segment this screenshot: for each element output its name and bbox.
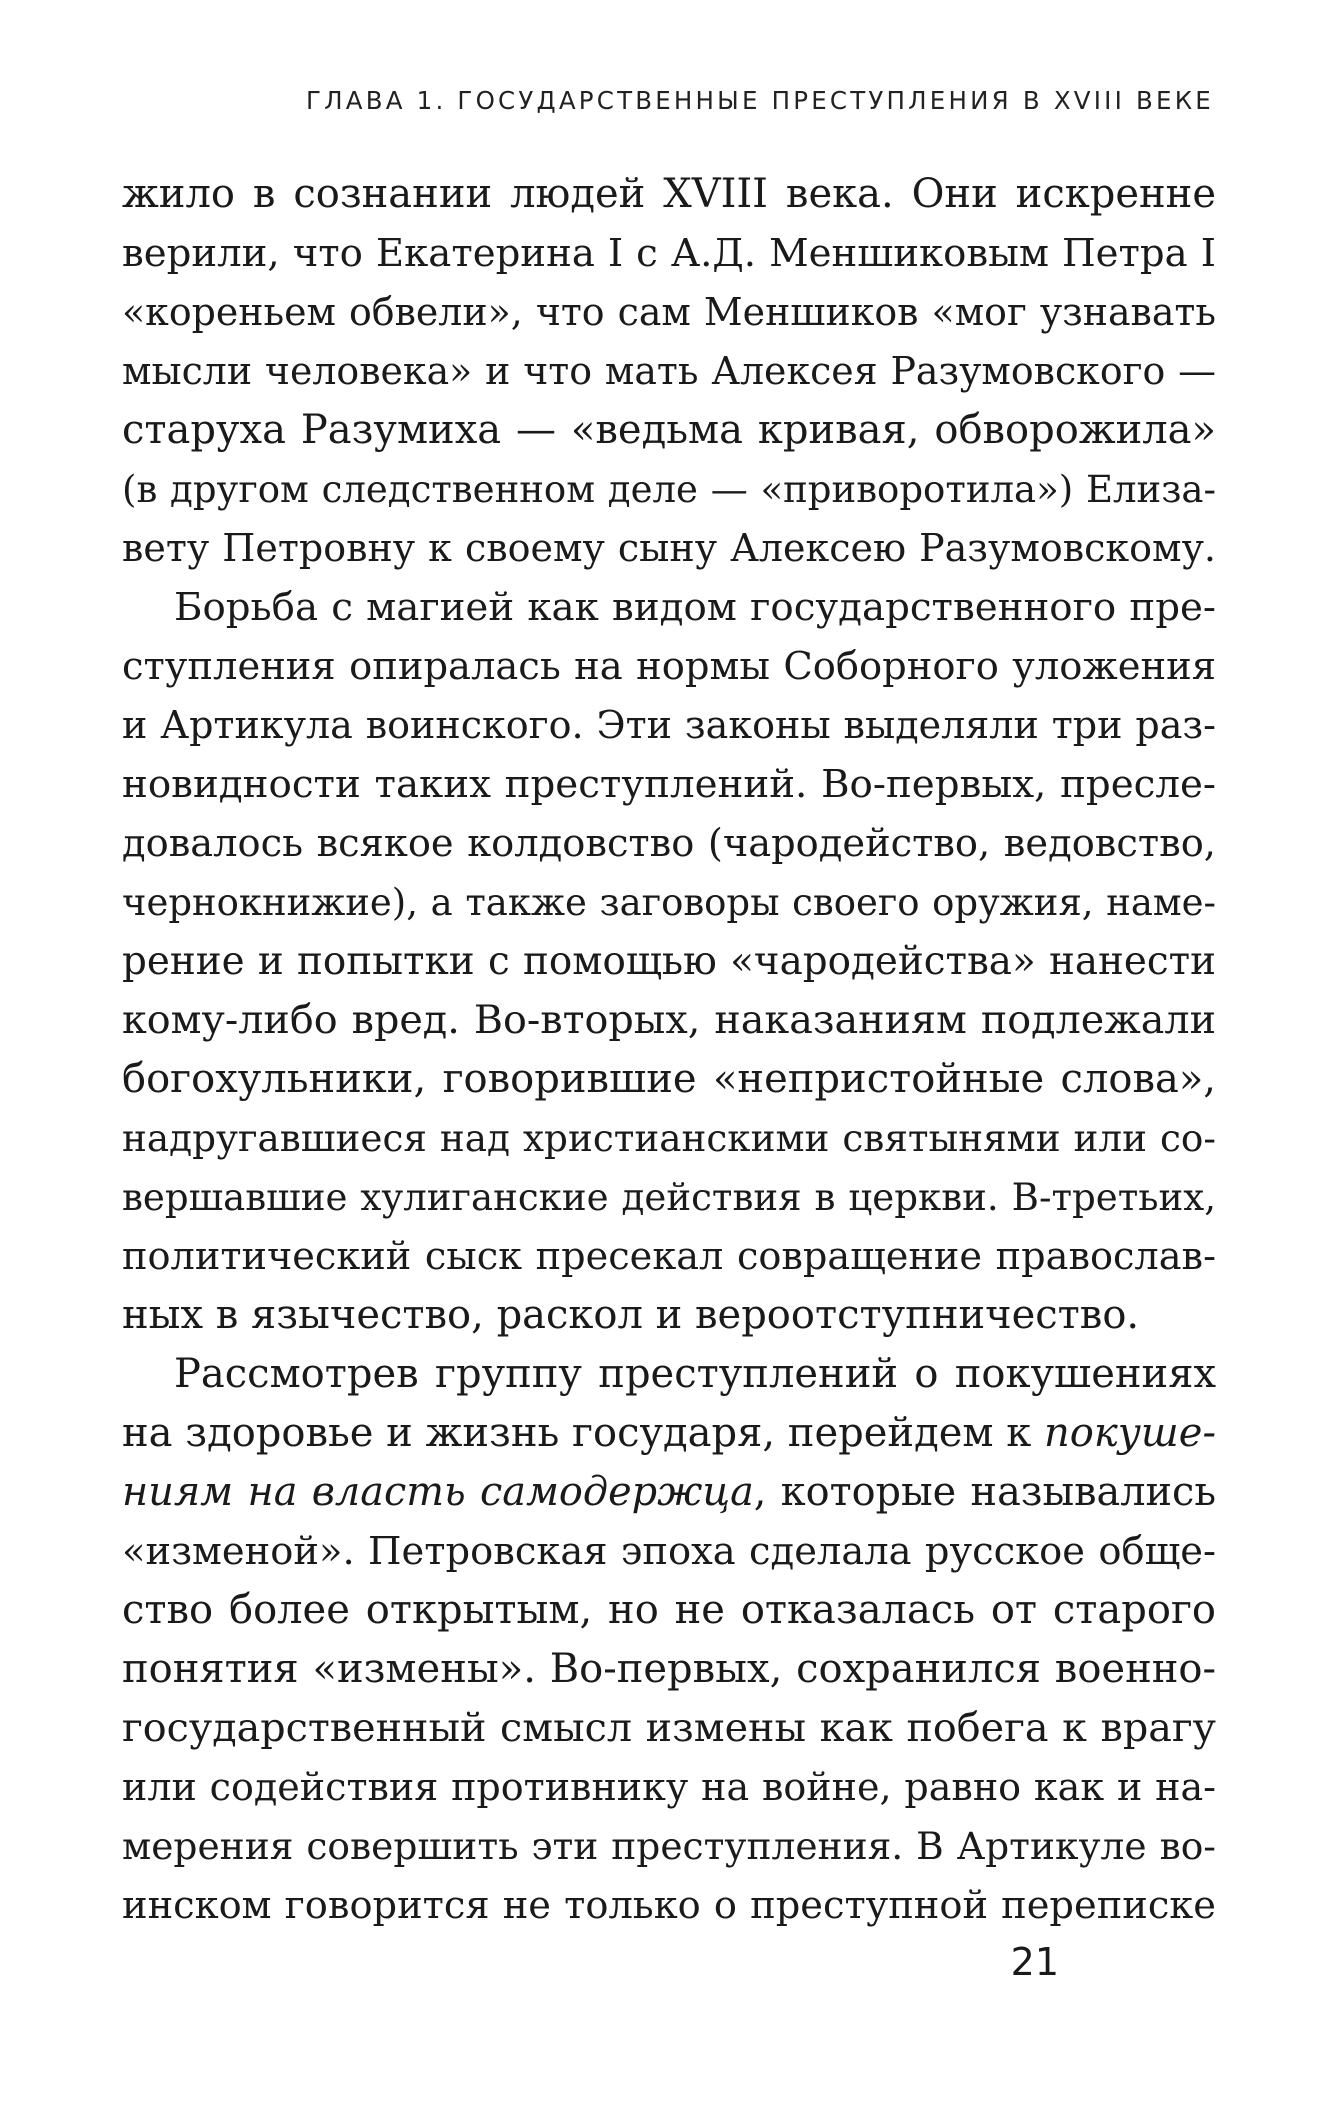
- text-line: жило в сознании людей XVIII века. Они искренне: [122, 171, 1216, 217]
- text-line: Борьба с магией как видом государственного пре-: [174, 585, 1216, 630]
- text-line: «кореньем обвели», что сам Меншиков «мог узнавать: [122, 290, 1216, 334]
- italic-term: покуше-: [1043, 1410, 1216, 1456]
- page-number: 21: [1010, 1940, 1059, 1984]
- text-segment: , которые назывались: [753, 1469, 1216, 1515]
- text-line: и Артикула воинского. Эти законы выделяли три раз-: [122, 703, 1216, 747]
- text-line: вету Петровну к своему сыну Алексею Разумовскому.: [122, 526, 1216, 570]
- text-line: [122, 1463, 1216, 1522]
- text-line: вершавшие хулиганские действия в церкви. В-третьих,: [122, 1176, 1216, 1219]
- text-line: надругавшиеся над христианскими святынями или со-: [122, 1116, 1216, 1160]
- body-text: [122, 165, 1216, 1935]
- text-line: (в другом следственном деле — «приворотила») Елиза-: [122, 468, 1216, 511]
- text-line: Рассмотрев группу преступлений о покушениях: [174, 1351, 1216, 1397]
- text-line: или содействия противнику на войне, равно как и на-: [122, 1765, 1216, 1809]
- text-segment: на здоровье и жизнь государя, перейдем к: [122, 1410, 1044, 1456]
- text-line: новидности таких преступлений. Во-первых, пресле-: [122, 762, 1216, 807]
- running-head: ГЛАВА 1. ГОСУДАРСТВЕННЫЕ ПРЕСТУПЛЕНИЯ В XVIII ВЕКЕ: [305, 86, 1214, 115]
- text-line: ных в язычество, раскол и вероотступничество.: [122, 1292, 1140, 1338]
- text-line: мысли человека» и что мать Алексея Разумовского —: [122, 349, 1216, 393]
- text-line: инском говорится не только о преступной переписке: [122, 1883, 1216, 1928]
- text-line: «изменой». Петровская эпоха сделала русское обще-: [122, 1529, 1216, 1574]
- text-line: богохульники, говорившие «непристойные слова»,: [122, 1056, 1216, 1102]
- text-line: ство более открытым, но не отказалась от старого: [122, 1587, 1216, 1633]
- text-line: [122, 1404, 1216, 1463]
- text-line: чернокнижие), а также заговоры своего оружия, наме-: [122, 881, 1216, 924]
- text-line: государственный смысл измены как побега к врагу: [122, 1705, 1216, 1751]
- text-line: политический сыск пресекал совращение православ-: [122, 1234, 1216, 1279]
- text-line: мерения совершить эти преступления. В Артикуле во-: [122, 1824, 1216, 1868]
- text-line: рение и попытки с помощью «чародейства» нанести: [122, 939, 1216, 984]
- text-line: понятия «измены». Во-первых, сохранился военно-: [122, 1646, 1216, 1692]
- text-line: старуха Разумиха — «ведьма кривая, обворожила»: [122, 407, 1216, 453]
- text-line: довалось всякое колдовство (чародейство, ведовство,: [122, 821, 1216, 866]
- italic-term: ниям на власть самодержца: [122, 1469, 754, 1515]
- text-line: кому-либо вред. Во-вторых, наказаниям подлежали: [122, 997, 1216, 1043]
- text-line: верили, что Екатерина I с А.Д. Меншиковым Петра I: [122, 231, 1216, 276]
- text-line: ступления опиралась на нормы Соборного уложения: [122, 644, 1216, 689]
